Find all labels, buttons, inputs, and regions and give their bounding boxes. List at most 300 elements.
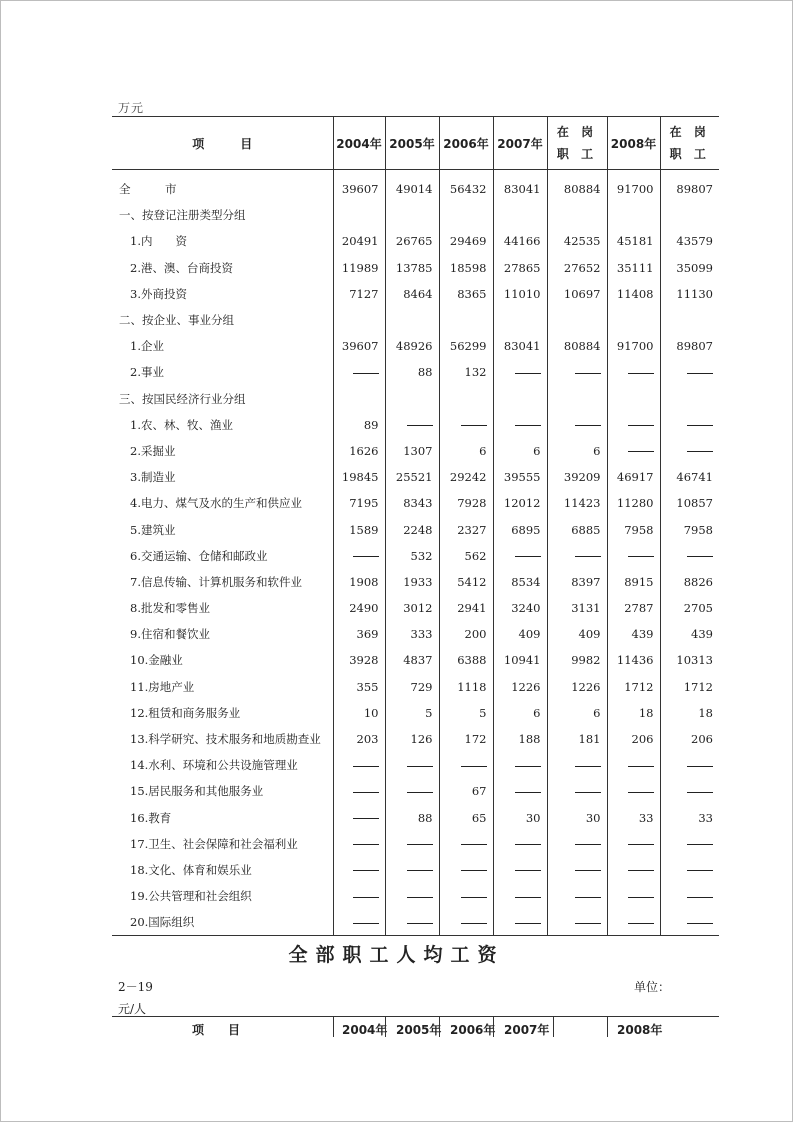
cell-value: 39607 xyxy=(333,333,385,359)
cell-value: 39555 xyxy=(493,464,547,490)
dash-mark xyxy=(628,844,654,845)
cell-value: 200 xyxy=(439,621,493,647)
cell-value xyxy=(607,543,660,569)
cell-value: 2248 xyxy=(385,516,439,542)
dash-mark xyxy=(575,766,601,767)
cell-value: 11130 xyxy=(660,281,719,307)
cell-value: 88 xyxy=(385,359,439,385)
dash-mark xyxy=(515,556,541,557)
cell-value xyxy=(493,883,547,909)
cell-value xyxy=(385,752,439,778)
cell-value: 83041 xyxy=(493,333,547,359)
cell-value: 562 xyxy=(439,543,493,569)
row-label: 18.文化、体育和娱乐业 xyxy=(130,862,252,877)
cell-value: 181 xyxy=(547,726,607,752)
row-label: 14.水利、环境和公共设施管理业 xyxy=(130,758,298,773)
row-label: 三、按国民经济行业分组 xyxy=(119,391,246,406)
dash-mark xyxy=(515,373,541,374)
dash-mark xyxy=(515,870,541,871)
cell-value xyxy=(660,438,719,464)
divider xyxy=(493,1017,494,1037)
table-row xyxy=(112,307,719,333)
table-row xyxy=(112,569,719,595)
dash-mark xyxy=(628,923,654,924)
table-row xyxy=(112,778,719,804)
row-label: 19.公共管理和社会组织 xyxy=(130,889,252,904)
cell-value xyxy=(607,412,660,438)
cell-value: 7958 xyxy=(660,516,719,542)
cell-value xyxy=(439,307,493,333)
cell-value: 39607 xyxy=(333,170,385,203)
cell-value: 188 xyxy=(493,726,547,752)
row-label: 11.房地产业 xyxy=(130,679,195,694)
dash-mark xyxy=(628,425,654,426)
table-row xyxy=(112,805,719,831)
table-row xyxy=(112,255,719,281)
cell-value xyxy=(385,883,439,909)
cell-value: 3012 xyxy=(385,595,439,621)
cell-value: 83041 xyxy=(493,170,547,203)
cell-value: 439 xyxy=(660,621,719,647)
cell-value: 1307 xyxy=(385,438,439,464)
row-label: 4.电力、煤气及水的生产和供应业 xyxy=(130,496,302,511)
table-row xyxy=(112,490,719,516)
cell-value xyxy=(660,752,719,778)
cell-value xyxy=(385,909,439,936)
cell-value: 42535 xyxy=(547,228,607,254)
row-label: 17.卫生、社会保障和社会福利业 xyxy=(130,836,298,851)
dash-mark xyxy=(687,425,713,426)
cut-header-2005: 2005年 xyxy=(396,1023,442,1037)
cell-value: 4837 xyxy=(385,647,439,673)
cell-value: 35099 xyxy=(660,255,719,281)
dash-mark xyxy=(687,766,713,767)
cell-value: 355 xyxy=(333,674,385,700)
cell-value: 333 xyxy=(385,621,439,647)
dash-mark xyxy=(353,373,379,374)
cell-value: 10857 xyxy=(660,490,719,516)
dash-mark xyxy=(575,844,601,845)
cell-value: 2787 xyxy=(607,595,660,621)
cell-value: 11436 xyxy=(607,647,660,673)
row-label: 二、按企业、事业分组 xyxy=(119,313,234,328)
cell-value: 39209 xyxy=(547,464,607,490)
dash-mark xyxy=(407,766,433,767)
cell-value: 5412 xyxy=(439,569,493,595)
cell-value xyxy=(660,543,719,569)
cell-value xyxy=(660,778,719,804)
dash-mark xyxy=(515,897,541,898)
table-row xyxy=(112,752,719,778)
dash-mark xyxy=(461,923,487,924)
cell-value xyxy=(439,857,493,883)
dash-mark xyxy=(407,923,433,924)
cell-value xyxy=(547,883,607,909)
table-row xyxy=(112,516,719,542)
row-label: 1.农、林、牧、渔业 xyxy=(130,417,233,432)
cell-value xyxy=(607,831,660,857)
cell-value xyxy=(547,831,607,857)
dash-mark xyxy=(461,897,487,898)
unit-label: 万元 xyxy=(118,101,145,115)
row-label: 3.外商投资 xyxy=(130,286,187,301)
dash-mark xyxy=(628,556,654,557)
cell-value xyxy=(493,909,547,936)
cell-value: 19845 xyxy=(333,464,385,490)
cell-value: 5 xyxy=(439,700,493,726)
dash-mark xyxy=(575,373,601,374)
cell-value: 203 xyxy=(333,726,385,752)
cell-value: 29242 xyxy=(439,464,493,490)
cell-value: 11423 xyxy=(547,490,607,516)
cell-value xyxy=(660,307,719,333)
row-label: 2.事业 xyxy=(130,365,164,380)
dash-mark xyxy=(575,897,601,898)
cell-value xyxy=(547,543,607,569)
row-label: 2.港、澳、台商投资 xyxy=(130,260,233,275)
cell-value xyxy=(493,307,547,333)
cell-value: 67 xyxy=(439,778,493,804)
cell-value: 2327 xyxy=(439,516,493,542)
cell-value xyxy=(607,386,660,412)
dash-mark xyxy=(461,766,487,767)
dash-mark xyxy=(353,844,379,845)
cell-value xyxy=(333,386,385,412)
dash-mark xyxy=(687,373,713,374)
cell-value: 6 xyxy=(439,438,493,464)
header-2005: 2005年 xyxy=(385,117,439,170)
cell-value xyxy=(439,412,493,438)
cell-value: 7127 xyxy=(333,281,385,307)
cell-value xyxy=(493,386,547,412)
cell-value xyxy=(493,857,547,883)
cell-value xyxy=(607,359,660,385)
cell-value: 25521 xyxy=(385,464,439,490)
cell-value xyxy=(607,883,660,909)
cell-value: 30 xyxy=(547,805,607,831)
dash-mark xyxy=(575,923,601,924)
unit-yuan-per-person: 元/人 xyxy=(118,1002,147,1016)
cell-value: 6 xyxy=(547,438,607,464)
table-row xyxy=(112,595,719,621)
cell-value: 27865 xyxy=(493,255,547,281)
header-row xyxy=(112,117,719,170)
cell-value xyxy=(333,543,385,569)
row-label: 9.住宿和餐饮业 xyxy=(130,627,210,642)
cell-value xyxy=(333,359,385,385)
cell-value: 6 xyxy=(493,438,547,464)
row-label: 全 市 xyxy=(119,182,177,197)
cell-value: 48926 xyxy=(385,333,439,359)
row-label: 10.金融业 xyxy=(130,653,183,668)
cell-value: 80884 xyxy=(547,170,607,203)
dash-mark xyxy=(353,792,379,793)
dash-mark xyxy=(628,766,654,767)
cell-value xyxy=(333,778,385,804)
dash-mark xyxy=(353,766,379,767)
cell-value: 46917 xyxy=(607,464,660,490)
cell-value: 172 xyxy=(439,726,493,752)
cell-value xyxy=(493,359,547,385)
cell-value: 729 xyxy=(385,674,439,700)
table-row xyxy=(112,909,719,936)
dash-mark xyxy=(575,425,601,426)
table-row xyxy=(112,543,719,569)
header-2006: 2006年 xyxy=(439,117,493,170)
row-label: 13.科学研究、技术服务和地质勘查业 xyxy=(130,732,321,747)
cell-value: 6895 xyxy=(493,516,547,542)
table-row xyxy=(112,359,719,385)
row-label: 6.交通运输、仓储和邮政业 xyxy=(130,548,268,563)
cell-value xyxy=(493,543,547,569)
cut-header-2008: 2008年 xyxy=(617,1023,663,1037)
cell-value: 8343 xyxy=(385,490,439,516)
row-label: 2.采掘业 xyxy=(130,443,176,458)
cell-value: 1712 xyxy=(660,674,719,700)
divider xyxy=(333,1017,334,1037)
cell-value: 6885 xyxy=(547,516,607,542)
dash-mark xyxy=(687,792,713,793)
dash-mark xyxy=(407,792,433,793)
cell-value: 43579 xyxy=(660,228,719,254)
cell-value: 8464 xyxy=(385,281,439,307)
cell-value: 11408 xyxy=(607,281,660,307)
cell-value xyxy=(385,857,439,883)
dash-mark xyxy=(353,818,379,819)
dash-mark xyxy=(575,870,601,871)
table-number: 2－19 xyxy=(118,980,153,994)
cell-value: 29469 xyxy=(439,228,493,254)
header-onpost-2007: 在 岗 职 工 xyxy=(547,117,607,170)
cell-value xyxy=(439,202,493,228)
cell-value xyxy=(547,307,607,333)
cell-value xyxy=(607,202,660,228)
cell-value: 5 xyxy=(385,700,439,726)
cell-value xyxy=(439,386,493,412)
cell-value: 409 xyxy=(547,621,607,647)
table-row xyxy=(112,170,719,203)
cell-value xyxy=(660,831,719,857)
dash-mark xyxy=(628,451,654,452)
cell-value: 88 xyxy=(385,805,439,831)
cell-value: 206 xyxy=(607,726,660,752)
row-label: 一、按登记注册类型分组 xyxy=(119,208,246,223)
cell-value xyxy=(493,752,547,778)
cell-value: 10 xyxy=(333,700,385,726)
table-row xyxy=(112,647,719,673)
dash-mark xyxy=(461,870,487,871)
table-row xyxy=(112,438,719,464)
cell-value xyxy=(493,831,547,857)
cell-value xyxy=(385,386,439,412)
divider xyxy=(385,1017,386,1037)
cell-value xyxy=(607,307,660,333)
cell-value: 10697 xyxy=(547,281,607,307)
cell-value xyxy=(660,883,719,909)
divider xyxy=(607,1017,608,1037)
dash-mark xyxy=(353,870,379,871)
cell-value xyxy=(547,359,607,385)
cell-value xyxy=(660,359,719,385)
row-label: 1.企业 xyxy=(130,339,164,354)
row-label: 20.国际组织 xyxy=(112,909,333,936)
cell-value: 89 xyxy=(333,412,385,438)
cell-value: 13785 xyxy=(385,255,439,281)
cell-value xyxy=(547,202,607,228)
cell-value: 8826 xyxy=(660,569,719,595)
dash-mark xyxy=(687,844,713,845)
cell-value xyxy=(547,386,607,412)
dash-mark xyxy=(687,870,713,871)
cell-value xyxy=(333,909,385,936)
cell-value xyxy=(333,752,385,778)
cell-value: 11010 xyxy=(493,281,547,307)
cut-header-2007: 2007年 xyxy=(504,1023,550,1037)
dash-mark xyxy=(461,844,487,845)
row-label: 15.居民服务和其他服务业 xyxy=(130,784,264,799)
cell-value xyxy=(439,831,493,857)
dash-mark xyxy=(628,373,654,374)
cell-value: 1626 xyxy=(333,438,385,464)
cell-value xyxy=(660,857,719,883)
cell-value: 8365 xyxy=(439,281,493,307)
table-row xyxy=(112,464,719,490)
cell-value: 1712 xyxy=(607,674,660,700)
dash-mark xyxy=(628,792,654,793)
dash-mark xyxy=(687,897,713,898)
cell-value: 6 xyxy=(493,700,547,726)
cell-value xyxy=(660,412,719,438)
header-2008: 2008年 xyxy=(607,117,660,170)
dash-mark xyxy=(407,897,433,898)
dash-mark xyxy=(407,870,433,871)
dash-mark xyxy=(687,923,713,924)
dash-mark xyxy=(575,556,601,557)
cell-value xyxy=(333,883,385,909)
cell-value: 8397 xyxy=(547,569,607,595)
cell-value xyxy=(547,857,607,883)
cell-value: 20491 xyxy=(333,228,385,254)
cell-value xyxy=(493,412,547,438)
cell-value: 7958 xyxy=(607,516,660,542)
cell-value: 80884 xyxy=(547,333,607,359)
table-row xyxy=(112,674,719,700)
cell-value: 12012 xyxy=(493,490,547,516)
cell-value: 132 xyxy=(439,359,493,385)
table-row xyxy=(112,883,719,909)
cell-value: 33 xyxy=(660,805,719,831)
cell-value: 3240 xyxy=(493,595,547,621)
table-row xyxy=(112,831,719,857)
cell-value: 3131 xyxy=(547,595,607,621)
cell-value: 18 xyxy=(607,700,660,726)
header-2007: 2007年 xyxy=(493,117,547,170)
cell-value: 56432 xyxy=(439,170,493,203)
cell-value xyxy=(660,909,719,936)
cell-value: 369 xyxy=(333,621,385,647)
cell-value xyxy=(333,831,385,857)
table-row xyxy=(112,857,719,883)
cell-value: 1933 xyxy=(385,569,439,595)
cell-value xyxy=(333,307,385,333)
cell-value xyxy=(385,202,439,228)
cell-value: 89807 xyxy=(660,333,719,359)
cell-value: 439 xyxy=(607,621,660,647)
cell-value: 6388 xyxy=(439,647,493,673)
row-label: 12.租赁和商务服务业 xyxy=(130,705,241,720)
cell-value: 65 xyxy=(439,805,493,831)
table-row xyxy=(112,412,719,438)
table-row xyxy=(112,333,719,359)
row-label: 1.内 资 xyxy=(130,234,187,249)
cell-value: 206 xyxy=(660,726,719,752)
cell-value xyxy=(547,412,607,438)
cell-value: 27652 xyxy=(547,255,607,281)
header-onpost-2008: 在 岗 职 工 xyxy=(660,117,719,170)
cell-value: 1589 xyxy=(333,516,385,542)
dash-mark xyxy=(628,897,654,898)
cell-value: 33 xyxy=(607,805,660,831)
cell-value: 56299 xyxy=(439,333,493,359)
divider xyxy=(553,1017,554,1037)
cell-value xyxy=(385,412,439,438)
dash-mark xyxy=(353,556,379,557)
dash-mark xyxy=(515,792,541,793)
cell-value: 11280 xyxy=(607,490,660,516)
cell-value: 6 xyxy=(547,700,607,726)
section-title: 全部职工人均工资 xyxy=(288,944,505,966)
cell-value: 11989 xyxy=(333,255,385,281)
dash-mark xyxy=(515,844,541,845)
cell-value: 91700 xyxy=(607,333,660,359)
cell-value: 49014 xyxy=(385,170,439,203)
cell-value: 8534 xyxy=(493,569,547,595)
cell-value: 2941 xyxy=(439,595,493,621)
header-2004: 2004年 xyxy=(333,117,385,170)
table-row xyxy=(112,228,719,254)
dash-mark xyxy=(407,425,433,426)
cell-value: 35111 xyxy=(607,255,660,281)
cell-value xyxy=(439,909,493,936)
dash-mark xyxy=(407,844,433,845)
cell-value: 8915 xyxy=(607,569,660,595)
cell-value xyxy=(547,778,607,804)
cell-value xyxy=(607,909,660,936)
cell-value: 30 xyxy=(493,805,547,831)
cell-value: 409 xyxy=(493,621,547,647)
cell-value xyxy=(333,805,385,831)
cell-value xyxy=(493,202,547,228)
dash-mark xyxy=(353,897,379,898)
cell-value: 18598 xyxy=(439,255,493,281)
cell-value xyxy=(333,857,385,883)
cell-value: 1908 xyxy=(333,569,385,595)
truncated-table-header xyxy=(112,1016,719,1037)
cell-value xyxy=(660,202,719,228)
cell-value: 2490 xyxy=(333,595,385,621)
cell-value xyxy=(607,857,660,883)
table-row xyxy=(112,202,719,228)
cell-value: 10313 xyxy=(660,647,719,673)
cell-value: 7195 xyxy=(333,490,385,516)
wage-total-table xyxy=(112,116,719,936)
cell-value: 3928 xyxy=(333,647,385,673)
cut-header-2006: 2006年 xyxy=(450,1023,496,1037)
dash-mark xyxy=(515,766,541,767)
cell-value: 91700 xyxy=(607,170,660,203)
cell-value: 126 xyxy=(385,726,439,752)
cell-value xyxy=(493,778,547,804)
